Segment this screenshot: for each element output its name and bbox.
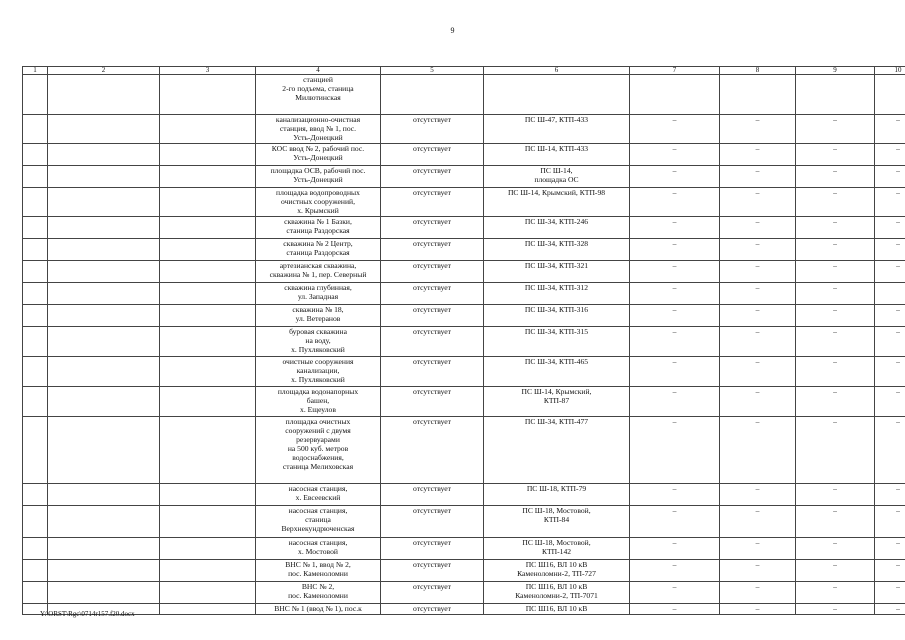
status-cell: отсутствует <box>381 327 484 357</box>
col10-cell <box>875 283 905 305</box>
col8-cell: – <box>720 560 796 582</box>
power-source-cell: ПС Ш-14, площадка ОС <box>484 166 630 188</box>
empty-cell <box>48 417 160 484</box>
col10-cell: – <box>875 166 905 188</box>
empty-cell <box>160 115 256 144</box>
empty-cell <box>48 188 160 217</box>
table-row <box>23 387 905 417</box>
col7-cell: – <box>630 417 720 484</box>
col9-cell: – <box>796 538 875 560</box>
table-row <box>23 604 905 615</box>
col9-cell: – <box>796 115 875 144</box>
empty-cell <box>160 604 256 615</box>
footer-file-path: Y:\ORST\Rgc\0714r157.f20.docx <box>40 610 135 618</box>
empty-cell <box>23 417 48 484</box>
status-cell: отсутствует <box>381 484 484 506</box>
col7-cell: – <box>630 327 720 357</box>
power-source-cell: ПС Ш-34, КТП-328 <box>484 239 630 261</box>
status-cell: отсутствует <box>381 261 484 283</box>
col9-cell: – <box>796 239 875 261</box>
equipment-name-cell: артезианская скважина, скважина № 1, пер. Северный <box>256 261 381 283</box>
empty-cell <box>48 560 160 582</box>
header-cell: 8 <box>720 67 796 75</box>
empty-cell <box>23 582 48 604</box>
table-row <box>23 560 905 582</box>
equipment-name-cell: насосная станция, х. Евсеевский <box>256 484 381 506</box>
header-cell: 3 <box>160 67 256 75</box>
col10-cell: – <box>875 560 905 582</box>
col8-cell: – <box>720 506 796 538</box>
col10-cell: – <box>875 115 905 144</box>
table-row <box>23 75 905 115</box>
col10-cell: – <box>875 188 905 217</box>
status-cell: отсутствует <box>381 538 484 560</box>
empty-cell <box>160 417 256 484</box>
power-source-cell <box>484 75 630 115</box>
power-source-cell: ПС Ш-18, Мостовой, КТП-84 <box>484 506 630 538</box>
empty-cell <box>23 484 48 506</box>
power-source-cell: ПС Ш-34, КТП-312 <box>484 283 630 305</box>
col9-cell: – <box>796 417 875 484</box>
empty-cell <box>160 217 256 239</box>
power-source-cell: ПС Ш-34, КТП-477 <box>484 417 630 484</box>
header-cell: 9 <box>796 67 875 75</box>
table-row <box>23 166 905 188</box>
equipment-name-cell: станцией 2-го подъема, станица Милютинская <box>256 75 381 115</box>
empty-cell <box>23 506 48 538</box>
col10-cell <box>875 75 905 115</box>
empty-cell <box>48 538 160 560</box>
status-cell: отсутствует <box>381 115 484 144</box>
empty-cell <box>23 283 48 305</box>
empty-cell <box>48 239 160 261</box>
power-source-cell: ПС Ш-14, Крымский, КТП-98 <box>484 188 630 217</box>
equipment-name-cell: площадка ОСВ, рабочий пос. Усть-Донецкий <box>256 166 381 188</box>
empty-cell <box>48 327 160 357</box>
equipment-name-cell: ВНС № 1 (ввод № 1), пос.к <box>256 604 381 615</box>
col10-cell: – <box>875 506 905 538</box>
power-source-cell: ПС Ш-34, КТП-316 <box>484 305 630 327</box>
empty-cell <box>48 357 160 387</box>
empty-cell <box>48 305 160 327</box>
col7-cell: – <box>630 144 720 166</box>
header-cell: 1 <box>23 67 48 75</box>
table-row <box>23 217 905 239</box>
header-row <box>23 67 905 75</box>
table-row <box>23 582 905 604</box>
empty-cell <box>160 357 256 387</box>
equipment-name-cell: КОС ввод № 2, рабочий пос. Усть-Донецкий <box>256 144 381 166</box>
col7-cell: – <box>630 239 720 261</box>
equipment-name-cell: скважина № 18, ул. Ветеранов <box>256 305 381 327</box>
col8-cell: – <box>720 239 796 261</box>
col10-cell: – <box>875 484 905 506</box>
empty-cell <box>160 144 256 166</box>
status-cell: отсутствует <box>381 560 484 582</box>
empty-cell <box>23 387 48 417</box>
table-body <box>23 75 905 615</box>
empty-cell <box>23 217 48 239</box>
table-row <box>23 538 905 560</box>
status-cell: отсутствует <box>381 417 484 484</box>
status-cell: отсутствует <box>381 166 484 188</box>
table-row <box>23 506 905 538</box>
equipment-name-cell: площадка водопроводных очистных сооружений, х. Крымский <box>256 188 381 217</box>
power-source-cell: ПС Ш-34, КТП-315 <box>484 327 630 357</box>
col8-cell: – <box>720 115 796 144</box>
equipment-name-cell: ВНС № 1, ввод № 2, пос. Каменоломни <box>256 560 381 582</box>
col9-cell: – <box>796 560 875 582</box>
header-cell: 10 <box>875 67 905 75</box>
col7-cell: – <box>630 506 720 538</box>
header-cell: 6 <box>484 67 630 75</box>
col8-cell: – <box>720 538 796 560</box>
power-source-cell: ПС Ш-34, КТП-321 <box>484 261 630 283</box>
empty-cell <box>48 261 160 283</box>
power-source-cell: ПС Ш-18, Мостовой, КТП-142 <box>484 538 630 560</box>
empty-cell <box>23 560 48 582</box>
col8-cell: – <box>720 327 796 357</box>
empty-cell <box>23 115 48 144</box>
empty-cell <box>23 327 48 357</box>
header-cell: 5 <box>381 67 484 75</box>
power-source-cell: ПС Ш-18, КТП-79 <box>484 484 630 506</box>
status-cell: отсутствует <box>381 604 484 615</box>
equipment-name-cell: площадка очистных сооружений с двумя резервуарами на 500 куб. метров водоснабжения, станица Мелиховская <box>256 417 381 484</box>
col7-cell: – <box>630 115 720 144</box>
power-source-cell: ПС Ш-34, КТП-246 <box>484 217 630 239</box>
table-row <box>23 261 905 283</box>
empty-cell <box>160 75 256 115</box>
col7-cell: – <box>630 582 720 604</box>
col7-cell: – <box>630 538 720 560</box>
equipment-name-cell: скважина № 2 Центр, станица Раздорская <box>256 239 381 261</box>
table-row <box>23 484 905 506</box>
header-cell: 7 <box>630 67 720 75</box>
power-source-cell: ПС Ш-14, Крымский, КТП-87 <box>484 387 630 417</box>
status-cell: отсутствует <box>381 387 484 417</box>
table-row <box>23 188 905 217</box>
col8-cell <box>720 75 796 115</box>
col7-cell: – <box>630 217 720 239</box>
col8-cell: – <box>720 357 796 387</box>
power-source-cell: ПС Ш16, ВЛ 10 кВ Каменоломни-2, ТП-727 <box>484 560 630 582</box>
col9-cell: – <box>796 506 875 538</box>
status-cell: отсутствует <box>381 217 484 239</box>
equipment-name-cell: площадка водонапорных башен, х. Ещеулов <box>256 387 381 417</box>
table-row <box>23 305 905 327</box>
equipment-name-cell: буровая скважина на воду, х. Пухляковский <box>256 327 381 357</box>
empty-cell <box>160 239 256 261</box>
status-cell <box>381 75 484 115</box>
col9-cell: – <box>796 261 875 283</box>
col8-cell: – <box>720 417 796 484</box>
col8-cell: – <box>720 217 796 239</box>
empty-cell <box>48 582 160 604</box>
col8-cell: – <box>720 484 796 506</box>
header-cell: 4 <box>256 67 381 75</box>
col8-cell: – <box>720 604 796 615</box>
col10-cell: – <box>875 538 905 560</box>
col8-cell: – <box>720 144 796 166</box>
table-row <box>23 144 905 166</box>
col9-cell: – <box>796 387 875 417</box>
col9-cell: – <box>796 144 875 166</box>
empty-cell <box>48 484 160 506</box>
col8-cell: – <box>720 582 796 604</box>
empty-cell <box>23 357 48 387</box>
col8-cell: – <box>720 166 796 188</box>
empty-cell <box>23 75 48 115</box>
status-cell: отсутствует <box>381 506 484 538</box>
empty-cell <box>48 217 160 239</box>
col7-cell: – <box>630 604 720 615</box>
table-row <box>23 283 905 305</box>
col10-cell: – <box>875 217 905 239</box>
empty-cell <box>160 538 256 560</box>
col10-cell: – <box>875 327 905 357</box>
col7-cell: – <box>630 188 720 217</box>
col8-cell: – <box>720 305 796 327</box>
equipment-name-cell: скважина № 1 Базки, станица Раздорская <box>256 217 381 239</box>
empty-cell <box>23 305 48 327</box>
empty-cell <box>48 506 160 538</box>
table-row <box>23 115 905 144</box>
col10-cell: – <box>875 261 905 283</box>
empty-cell <box>48 75 160 115</box>
table-row <box>23 327 905 357</box>
empty-cell <box>160 484 256 506</box>
col9-cell: – <box>796 217 875 239</box>
col9-cell: – <box>796 582 875 604</box>
col10-cell: – <box>875 144 905 166</box>
col9-cell: – <box>796 305 875 327</box>
col10-cell: – <box>875 357 905 387</box>
power-source-cell: ПС Ш16, ВЛ 10 кВ Каменоломни-2, ТП-7071 <box>484 582 630 604</box>
empty-cell <box>160 506 256 538</box>
col7-cell: – <box>630 484 720 506</box>
col9-cell: – <box>796 484 875 506</box>
empty-cell <box>160 560 256 582</box>
col9-cell: – <box>796 166 875 188</box>
empty-cell <box>23 538 48 560</box>
header-cell: 2 <box>48 67 160 75</box>
power-source-cell: ПС Ш16, ВЛ 10 кВ <box>484 604 630 615</box>
table-row <box>23 357 905 387</box>
status-cell: отсутствует <box>381 283 484 305</box>
empty-cell <box>160 305 256 327</box>
power-source-cell: ПС Ш-34, КТП-465 <box>484 357 630 387</box>
col9-cell: – <box>796 283 875 305</box>
col10-cell: – <box>875 417 905 484</box>
col7-cell: – <box>630 166 720 188</box>
col9-cell: – <box>796 604 875 615</box>
col10-cell: – <box>875 305 905 327</box>
empty-cell <box>23 144 48 166</box>
empty-cell <box>48 387 160 417</box>
power-source-cell: ПС Ш-47, КТП-433 <box>484 115 630 144</box>
col10-cell: – <box>875 387 905 417</box>
empty-cell <box>23 166 48 188</box>
status-cell: отсутствует <box>381 188 484 217</box>
empty-cell <box>48 283 160 305</box>
col7-cell: – <box>630 387 720 417</box>
col10-cell: – <box>875 582 905 604</box>
empty-cell <box>23 188 48 217</box>
equipment-name-cell: насосная станция, х. Мостовой <box>256 538 381 560</box>
empty-cell <box>160 188 256 217</box>
status-cell: отсутствует <box>381 144 484 166</box>
table-row <box>23 417 905 484</box>
power-source-cell: ПС Ш-14, КТП-433 <box>484 144 630 166</box>
col8-cell: – <box>720 283 796 305</box>
status-cell: отсутствует <box>381 239 484 261</box>
col9-cell: – <box>796 357 875 387</box>
col7-cell: – <box>630 305 720 327</box>
empty-cell <box>23 261 48 283</box>
empty-cell <box>160 327 256 357</box>
page-number: 9 <box>450 26 455 35</box>
empty-cell <box>23 239 48 261</box>
empty-cell <box>160 166 256 188</box>
status-cell: отсутствует <box>381 357 484 387</box>
equipment-name-cell: скважина глубинная, ул. Западная <box>256 283 381 305</box>
empty-cell <box>160 582 256 604</box>
document-table <box>22 66 905 615</box>
col9-cell <box>796 75 875 115</box>
equipment-name-cell: канализационно-очистная станция, ввод № 1, пос. Усть-Донецкий <box>256 115 381 144</box>
empty-cell <box>48 115 160 144</box>
equipment-name-cell: очистные сооружения канализации, х. Пухляковский <box>256 357 381 387</box>
col7-cell: – <box>630 261 720 283</box>
equipment-name-cell: ВНС № 2, пос. Каменоломни <box>256 582 381 604</box>
col9-cell: – <box>796 327 875 357</box>
status-cell: отсутствует <box>381 305 484 327</box>
col9-cell: – <box>796 188 875 217</box>
empty-cell <box>160 261 256 283</box>
col10-cell: – <box>875 604 905 615</box>
empty-cell <box>160 283 256 305</box>
status-cell: отсутствует <box>381 582 484 604</box>
col7-cell: – <box>630 283 720 305</box>
col8-cell: – <box>720 261 796 283</box>
col7-cell: – <box>630 560 720 582</box>
table-row <box>23 239 905 261</box>
col10-cell: – <box>875 239 905 261</box>
empty-cell <box>48 166 160 188</box>
equipment-name-cell: насосная станция, станица Верхнекундрюченская <box>256 506 381 538</box>
empty-cell <box>48 144 160 166</box>
col8-cell: – <box>720 188 796 217</box>
col7-cell: – <box>630 357 720 387</box>
col8-cell: – <box>720 387 796 417</box>
col7-cell <box>630 75 720 115</box>
empty-cell <box>160 387 256 417</box>
